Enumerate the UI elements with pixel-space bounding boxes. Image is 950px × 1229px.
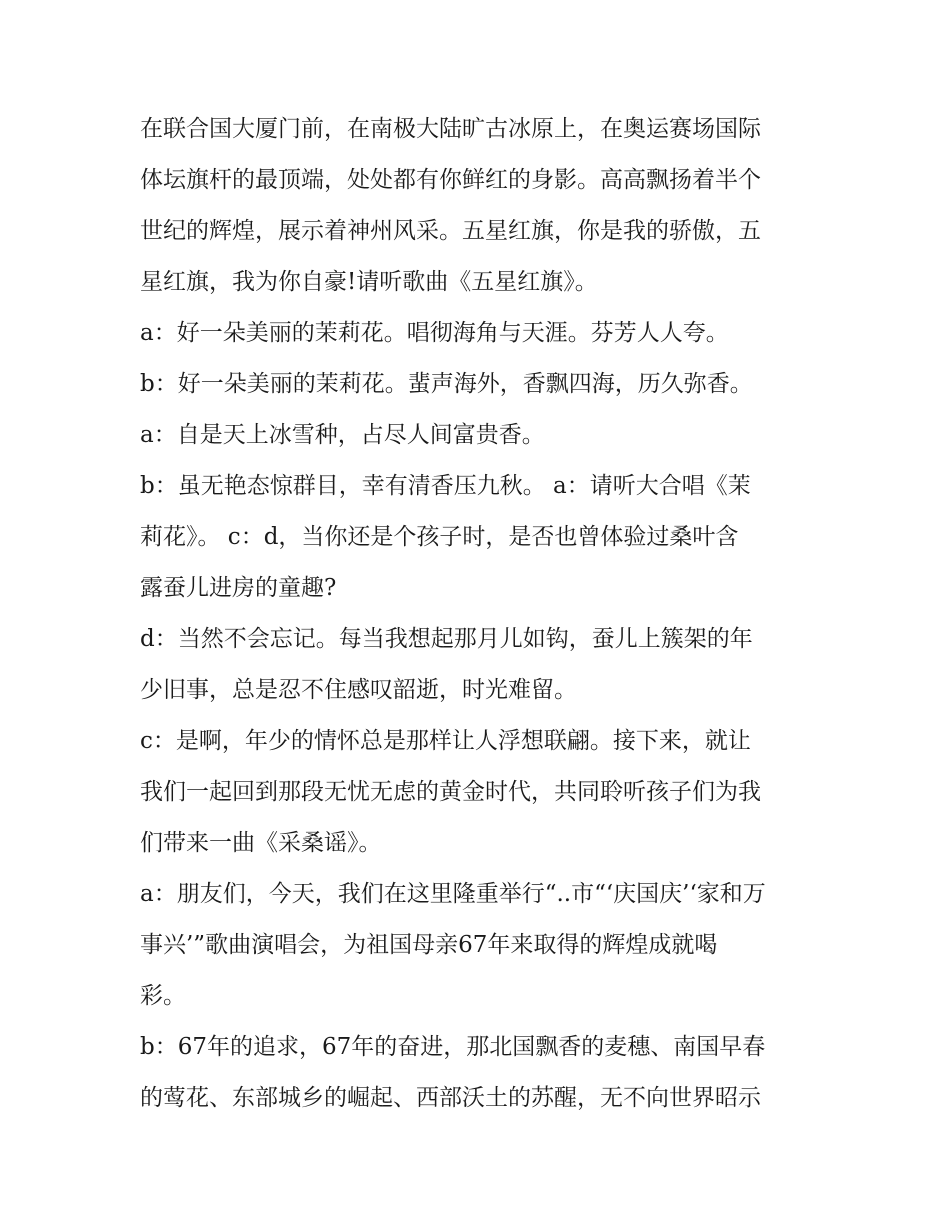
text-line: 莉花》。 c：d，当你还是个孩子时，是否也曾体验过桑叶含 bbox=[140, 524, 739, 550]
text-line: b：虽无艳态惊群目，幸有清香压九秋。 a：请听大合唱《茉 bbox=[140, 473, 751, 499]
text-line: 我们一起回到那段无忧无虑的黄金时代，共同聆听孩子们为我 bbox=[140, 779, 761, 805]
text-line: 彩。 bbox=[140, 983, 186, 1009]
text-line: d：当然不会忘记。每当我想起那月儿如钩，蚕儿上簇架的年 bbox=[140, 626, 753, 652]
paragraph-b-fragrance bbox=[140, 461, 820, 614]
paragraph-a-snow bbox=[140, 410, 820, 461]
paragraph-b-jasmine bbox=[140, 359, 820, 410]
text-line: 体坛旗杆的最顶端，处处都有你鲜红的身影。高高飘扬着半个 bbox=[140, 167, 761, 193]
paragraph-a-jasmine bbox=[140, 308, 820, 359]
text-line: c：是啊，年少的情怀总是那样让人浮想联翩。接下来，就让 bbox=[140, 728, 751, 754]
text-line: b：好一朵美丽的茉莉花。蜚声海外，香飘四海，历久弥香。 bbox=[140, 371, 753, 397]
text-line: a：好一朵美丽的茉莉花。唱彻海角与天涯。芬芳人人夸。 bbox=[140, 320, 729, 346]
text-line: b：67年的追求，67年的奋进，那北国飘香的麦穗、南国早春 bbox=[140, 1034, 766, 1060]
text-line: a：朋友们，今天，我们在这里隆重举行“..市“‘庆国庆’‘家和万 bbox=[140, 881, 766, 907]
text-line: 世纪的辉煌，展示着神州风采。五星红旗，你是我的骄傲，五 bbox=[140, 218, 761, 244]
document-body bbox=[140, 104, 820, 1124]
text-line: 在联合国大厦门前，在南极大陆旷古冰原上，在奥运赛场国际 bbox=[140, 116, 761, 142]
paragraph-d-memory bbox=[140, 614, 820, 716]
text-line: 事兴’”歌曲演唱会，为祖国母亲67年来取得的辉煌成就喝 bbox=[140, 932, 718, 958]
text-line: a：自是天上冰雪种，占尽人间富贵香。 bbox=[140, 422, 545, 448]
paragraph-a-concert bbox=[140, 869, 820, 1022]
paragraph-b-pursuit bbox=[140, 1022, 820, 1124]
text-line: 们带来一曲《采桑谣》。 bbox=[140, 830, 382, 856]
paragraph-c-youth bbox=[140, 716, 820, 869]
paragraph-intro bbox=[140, 104, 820, 308]
text-line: 的莺花、东部城乡的崛起、西部沃土的苏醒，无不向世界昭示 bbox=[140, 1085, 761, 1111]
text-line: 星红旗，我为你自豪!请听歌曲《五星红旗》。 bbox=[140, 269, 598, 295]
text-line: 露蚕儿进房的童趣? bbox=[140, 575, 337, 601]
text-line: 少旧事，总是忍不住感叹韶逝，时光难留。 bbox=[140, 677, 577, 703]
